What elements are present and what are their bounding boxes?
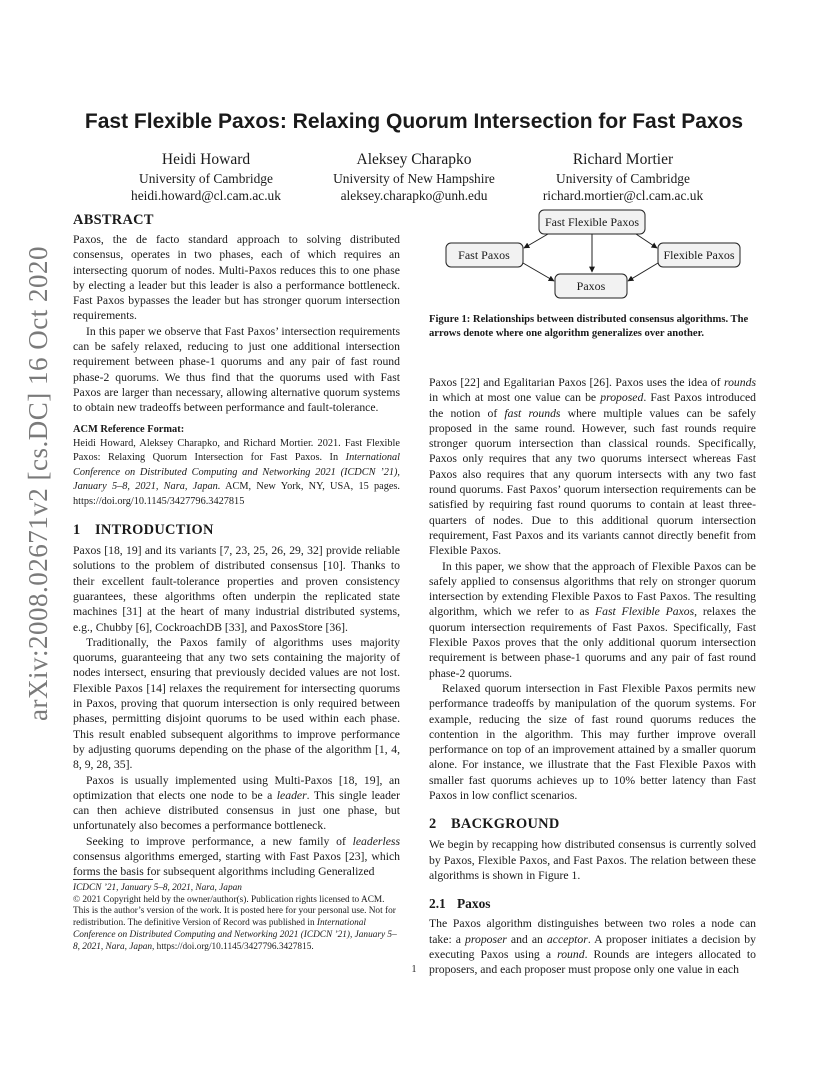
emphasis: proposed — [600, 391, 644, 405]
acm-reference-text: Heidi Howard, Aleksey Charapko, and Richard Mortier. 2021. Fast Flexible Paxos: Relaxing Quorum Intersection for Fast Paxos. In — [73, 437, 400, 464]
abstract-paragraph-1: Paxos, the de facto standard approach to solving distributed consensus, operates in two phases, each of which requires an intersecting quorum of nodes. Multi-Paxos reduces this to one phase by electing a leader but this leader is also a performance bottleneck. Fast Paxos bypasses the leader but has stronger quorum intersection requirements. — [73, 233, 400, 323]
text: and an — [506, 932, 547, 946]
text: where multiple values can be safely proposed in the same round. However, such fast rounds require stronger quorum intersection than classical rounds. Specifically, Paxos only requires that any two quorums intersect whereas Fast Paxos also requires that any quorum intersects with any two fast round quorums. Fast Paxos’ quorum intersection requirements can be satisfied by requiring fast round quorums to contain at least three-quarters of nodes. Due to this additional quorum intersection requirement, Fast Paxos and its variants cannot directly benefit from Flexible Paxos. — [429, 406, 756, 558]
node-label: Flexible Paxos — [663, 248, 735, 262]
text: . This single leader can then achieve distributed consensus in just one phase, but unfortunately also becomes a performance bottleneck. — [73, 788, 400, 833]
text: , relaxes the quorum intersection requirements of Fast Paxos. Specifically, Fast Flexible Paxos proves that the only additional quorum intersection requirement is between phase-1 quorums and any pair of fast round phase-2 quorums. — [429, 605, 756, 680]
author-name: Heidi Howard — [161, 151, 251, 168]
right-paragraph-3: Relaxed quorum intersection in Fast Flexible Paxos permits new performance tradeoffs by manipulation of the quorum systems. For example, reducing the size of fast round quorums reduces the contention in the algorithm. This may further improve overall performance on top of an improvement attained by a smaller quorum alone. For instance, we illustrate that the Fast Flexible Paxos with smaller fast quorums achieves up to 10% better latency than Fast Paxos in low conflict scenarios. — [429, 681, 756, 803]
right-column — [429, 375, 756, 977]
emphasis: leader — [276, 788, 307, 802]
venue: ICDCN ’21, January 5–8, 2021, Nara, Japan — [73, 883, 242, 893]
emphasis: rounds — [723, 376, 756, 389]
introduction-heading — [73, 521, 400, 539]
author-name: Aleksey Charapko — [356, 151, 472, 168]
arxiv-id: arXiv:2008.02671v2 [cs.DC] 16 Oct 2020 — [22, 245, 53, 721]
acm-reference-doi: ACM, New York, NY, USA, 15 pages. https://doi.org/10.1145/3427796.3427815 — [73, 481, 401, 507]
right-paragraph-2 — [429, 559, 756, 681]
page-number: 1 — [411, 964, 417, 975]
emphasis: International Conference on Distributed Computing and Networking 2021 (ICDCN ’21), January 5–8, 2021, Nara, Japan — [73, 918, 397, 952]
paper-title: Fast Flexible Paxos: Relaxing Quorum Intersection for Fast Paxos — [84, 110, 744, 133]
footnote-copyright — [73, 895, 400, 954]
author-affiliation: University of New Hampshire — [333, 171, 495, 186]
author-block-2 — [294, 150, 534, 204]
text: In this paper, we show that the approach of Flexible Paxos can be safely applied to consensus algorithms that rely on stronger quorum intersection by extending Flexible Paxos to Fast Paxos. The resulting algorithm, which we refer to as — [429, 559, 756, 619]
abstract-paragraph-2: In this paper we observe that Fast Paxos’ intersection requirements can be safely relaxed, reducing to just one additional intersection requirement between phase-1 quorums and any pair of fast round phase-2 quorums. We thus find that the quorums used with Fast Paxos are larger than necessary, allowing alternative quorum systems to obtain new tradeoffs between performance and fault-tolerance. — [73, 324, 400, 415]
text: in which at most one value can be — [429, 391, 601, 405]
subsection-number: 2.1 — [429, 896, 446, 912]
node-label: Fast Paxos — [458, 248, 510, 262]
text: Paxos is usually implemented using Multi-Paxos [18, 19], an optimization that elects one node to be a — [73, 773, 400, 802]
intro-paragraph-2: Traditionally, the Paxos family of algorithms uses majority quorums, guaranteeing that any two sets containing the majority of nodes intersect, ensuring that previously decided values are not lost. Flexible Paxos [14] relaxes the requirement for intersecting quorums in Paxos, proving that quorum intersection is only required between phases, permitting disjoint quorums to be used within each phase. This result enabled subsequent algorithms to improve performance by adjusting quorums depending on the phase of the algorithm [1, 4, 8, 9, 28, 35]. — [73, 635, 400, 772]
left-column — [73, 211, 400, 880]
node-paxos — [555, 274, 627, 298]
arxiv-stamp — [12, 245, 64, 721]
background-heading — [429, 815, 756, 833]
figure-1-diagram — [440, 205, 746, 305]
subsection-title: Paxos — [457, 896, 491, 912]
author-block-3 — [503, 150, 743, 204]
author-block-1 — [86, 150, 326, 204]
footnote-rule — [73, 879, 153, 880]
node-fast-flexible-paxos — [539, 210, 645, 234]
text: . A proposer initiates a decision by executing Paxos using a — [429, 932, 756, 961]
text: The Paxos algorithm distinguishes between two roles a node can take: a — [429, 917, 756, 946]
section-title: BACKGROUND — [451, 816, 560, 833]
emphasis: leaderless — [352, 834, 400, 848]
arrow-to-flexible-paxos — [636, 234, 657, 248]
arrow-fast-to-paxos — [523, 263, 554, 281]
footnote — [73, 883, 400, 953]
abstract-heading: ABSTRACT — [73, 212, 154, 228]
author-affiliation: University of Cambridge — [556, 171, 690, 186]
intro-paragraph-4 — [73, 834, 400, 880]
section-number: 2 — [429, 816, 437, 833]
author-email: aleksey.charapko@unh.edu — [340, 188, 488, 203]
node-fast-paxos — [446, 243, 523, 267]
acm-reference-heading: ACM Reference Format: — [73, 423, 185, 435]
intro-paragraph-1: Paxos [18, 19] and its variants [7, 23, 25, 26, 29, 32] provide reliable solutions to the problem of distributed consensus [10]. Thanks to their excellent fault-tolerance properties and proven consistency guarantees, these algorithms often underpin the replicated state machines [31] at the heart of many industrial distributed systems, e.g., Chubby [6], CockroachDB [33], and PaxosStore [36]. — [73, 544, 400, 634]
emphasis: fast rounds — [504, 406, 561, 420]
arrow-flexible-to-paxos — [628, 263, 658, 281]
paxos-paragraph-1 — [429, 916, 756, 977]
text: , https://doi.org/10.1145/3427796.3427815. — [152, 941, 314, 952]
emphasis: proposer — [465, 932, 507, 946]
footnote-venue — [73, 883, 400, 895]
text: . Rounds are integers allocated to proposers, and each proposer must propose only one value in each — [429, 947, 756, 977]
acm-reference — [73, 437, 400, 510]
paxos-subheading — [429, 895, 756, 912]
node-label: Paxos — [576, 279, 606, 293]
text: consensus algorithms emerged, starting with Fast Paxos [23], which forms the basis for subsequent algorithms including Generalized — [73, 850, 400, 879]
author-affiliation: University of Cambridge — [139, 171, 273, 186]
node-label: Fast Flexible Paxos — [544, 215, 640, 229]
arrow-to-fast-paxos — [524, 234, 548, 248]
emphasis: round — [557, 947, 585, 961]
node-flexible-paxos — [658, 243, 740, 267]
acm-reference-venue: International Conference on Distributed Computing and Networking 2021 (ICDCN ’21), January 5–8, 2021, Nara, Japan. — [73, 452, 400, 493]
text: Paxos [22] and Egalitarian Paxos [26]. Paxos uses the idea of — [429, 376, 724, 389]
author-email: heidi.howard@cl.cam.ac.uk — [131, 188, 281, 203]
emphasis: Fast Flexible Paxos — [595, 605, 695, 619]
author-email: richard.mortier@cl.cam.ac.uk — [542, 188, 704, 203]
right-paragraph-1 — [429, 375, 756, 559]
text: Seeking to improve performance, a new family of — [86, 834, 353, 848]
text: © 2021 Copyright held by the owner/author(s). Publication rights licensed to ACM. This is the author’s version of the work. It is posted here for your personal use. Not for redistribution. The definitive Version of Record was published in — [73, 894, 396, 929]
section-title: INTRODUCTION — [95, 522, 214, 539]
section-number: 1 — [73, 522, 81, 539]
author-name: Richard Mortier — [572, 151, 674, 168]
background-paragraph-1: We begin by recapping how distributed consensus is currently solved by Paxos, Flexible Paxos, and Fast Paxos. The relation between these algorithms is shown in Figure 1. — [429, 838, 756, 882]
emphasis: acceptor — [546, 932, 588, 946]
figure-1-caption: Figure 1: Relationships between distributed consensus algorithms. The arrows denote where one algorithm generalizes over another. — [429, 314, 749, 339]
text: . Fast Paxos introduced the notion of — [429, 391, 756, 420]
intro-paragraph-3 — [73, 773, 400, 834]
